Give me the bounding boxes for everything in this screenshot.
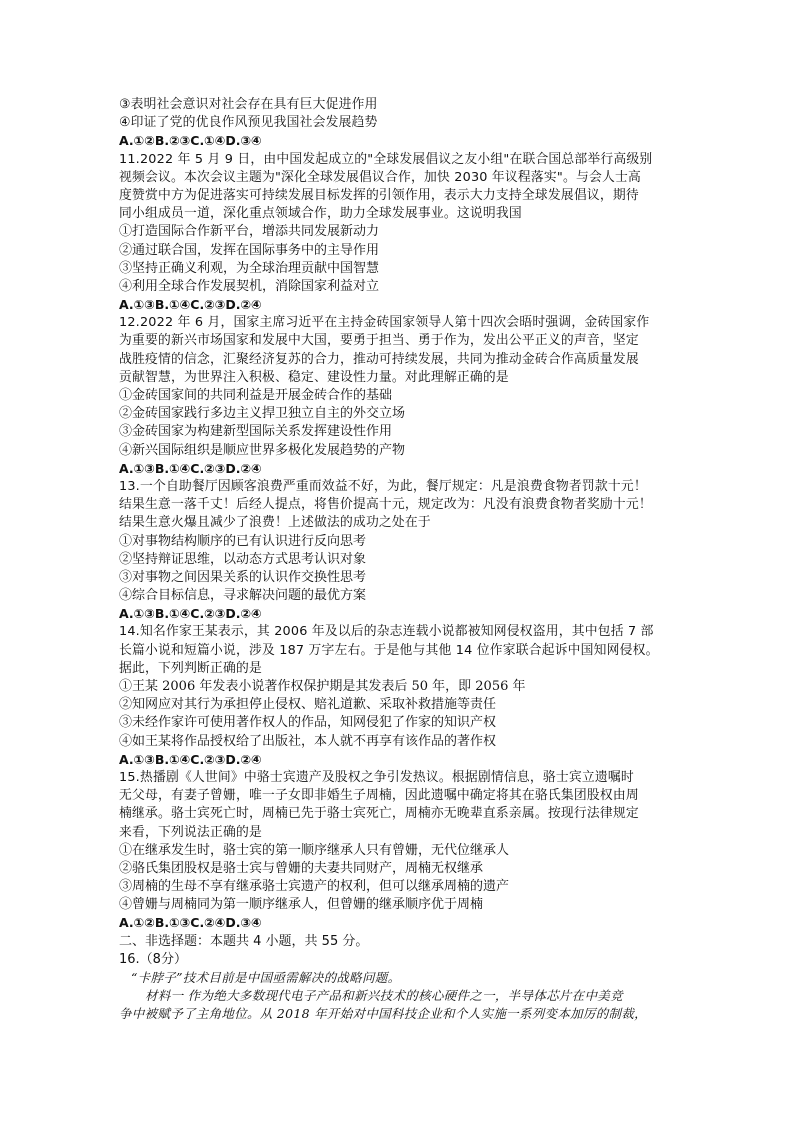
q13-stem-line: 结果生意一落千丈！后经人提点，将售价提高十元，规定改为：凡没有浪费食物者奖励十元！ — [119, 497, 652, 513]
q15-stem — [119, 769, 679, 842]
q14-answer-choices: A.①③B.①④C.②③D.②④ — [119, 751, 262, 767]
q15-stem-line: 来看，下列说法正确的是 — [119, 824, 262, 840]
q14-stem-line: 14.知名作家王某表示，其 2006 年及以后的杂志连载小说都被知网侵权盗用，其中包括 7 部 — [119, 624, 654, 640]
q13-option-3: ③对事物之间因果关系的认识作交换性思考 — [119, 569, 367, 585]
q11-stem-line: 度赞赏中方为促进落实可持续发展目标发挥的引领作用，表示大力支持全球发展倡议，期待 — [119, 187, 639, 203]
q15-stem-line: 15.热播剧《人世间》中骆士宾遗产及股权之争引发热议。根据剧情信息，骆士宾立遗嘱时 — [119, 769, 634, 785]
q14-stem-line: 长篇小说和短篇小说，涉及 187 万字左右。于是他与其他 14 位作家联合起诉中国知网侵权。 — [119, 642, 659, 658]
q11-option-2: ②通过联合国，发挥在国际事务中的主导作用 — [119, 242, 380, 258]
q14-stem — [119, 623, 679, 678]
q14-stem-line: 据此，下列判断正确的是 — [119, 660, 262, 676]
q15-option-4: ④曾姗与周楠同为第一顺序继承人，但曾姗的继承顺序优于周楠 — [119, 897, 484, 913]
q13-stem — [119, 478, 679, 533]
q14-option-1: ①王某 2006 年发表小说著作权保护期是其发表后 50 年，即 2056 年 — [119, 679, 526, 694]
q12-stem-line: 贡献智慧，为世界注入积极、稳定、建设性力量。对此理解正确的是 — [119, 369, 509, 385]
q11-stem — [119, 151, 679, 224]
q12-option-1: ①金砖国家间的共同利益是开展金砖合作的基础 — [119, 388, 393, 403]
q11-option-1: ①打造国际合作新平台，增添共同发展新动力 — [119, 224, 380, 240]
q15-option-1: ①在继承发生时，骆士宾的第一顺序继承人只有曾姗，无代位继承人 — [119, 842, 510, 858]
q12-answer-choices: A.①③B.①④C.②③D.②④ — [119, 460, 262, 476]
q11-stem-line: 11.2022 年 5 月 9 日，由中国发起成立的"全球发展倡议之友小组"在联合国总部举行高级别 — [119, 151, 653, 167]
q10-option-4: ④印证了党的优良作风预见我国社会发展趋势 — [119, 115, 378, 131]
q15-option-3: ③周楠的生母不享有继承骆士宾遗产的权利，但可以继承周楠的遗产 — [119, 879, 510, 895]
q13-stem-line: 结果生意火爆且减少了浪费！上述做法的成功之处在于 — [119, 515, 431, 531]
q14-option-4: ④如王某将作品授权给了出版社，本人就不再享有该作品的著作权 — [119, 733, 497, 749]
q13-option-4: ④综合目标信息，寻求解决问题的最优方案 — [119, 588, 367, 604]
section-heading: 二、非选择题：本题共 4 小题，共 55 分。 — [119, 933, 369, 949]
q15-option-2: ②骆氏集团股权是骆士宾与曾姗的夫妻共同财产，周楠无权继承 — [119, 860, 484, 876]
q11-answer-choices: A.①③B.①④C.②③D.②④ — [119, 297, 262, 313]
q16-intro: “卡脖子”技术目前是中国亟需解决的战略问题。 — [131, 970, 401, 985]
q14-option-2: ②知网应对其行为承担停止侵权、赔礼道歉、采取补救措施等责任 — [119, 697, 497, 713]
q13-option-1: ①对事物结构顺序的已有认识进行反向思考 — [119, 533, 367, 549]
q12-stem — [119, 314, 679, 387]
q12-option-3: ③金砖国家为构建新型国际关系发挥建设性作用 — [119, 424, 393, 440]
q13-option-2: ②坚持辩证思维，以动态方式思考认识对象 — [119, 551, 367, 567]
q11-stem-line: 视频会议。本次会议主题为"深化全球发展倡议合作，加快 2030 年议程落实"。与会人士高 — [119, 169, 641, 185]
q14-option-3: ③未经作家许可使用著作权人的作品，知网侵犯了作家的知识产权 — [119, 715, 497, 731]
q10-answer-choices: A.①②B.②③C.①④D.③④ — [119, 133, 262, 149]
q12-option-2: ②金砖国家践行多边主义捍卫独立自主的外交立场 — [119, 406, 406, 422]
q12-stem-line: 为重要的新兴市场国家和发展中大国，要勇于担当、勇于作为，发出公平正义的声音，坚定 — [119, 333, 639, 349]
q11-option-3: ③坚持正确义利观，为全球治理贡献中国智慧 — [119, 260, 380, 276]
q11-option-4: ④利用全球合作发展契机，消除国家利益对立 — [119, 278, 380, 294]
q16-material-line: 争中被赋予了主角地位。从 2018 年开始对中国科技企业和个人实施一系列变本加厉的制裁， — [119, 1006, 647, 1022]
q15-stem-line: 无父母，有妻子曾姗，唯一子女即非婚生子周楠，因此遗嘱中确定将其在骆氏集团股权由周 — [119, 788, 639, 804]
q13-stem-line: 13.一个自助餐厅因顾客浪费严重而效益不好，为此，餐厅规定：凡是浪费食物者罚款十元！ — [119, 478, 647, 494]
q13-answer-choices: A.①③B.①④C.②③D.②④ — [119, 606, 262, 622]
q16-label: 16.（8分） — [119, 951, 187, 967]
q15-answer-choices: A.①②B.①③C.②④D.③④ — [119, 915, 262, 931]
q12-stem-line: 战胜疫情的信念，汇聚经济复苏的合力，推动可持续发展，共同为推动金砖合作高质量发展 — [119, 351, 639, 367]
q12-option-4: ④新兴国际组织是顺应世界多极化发展趋势的产物 — [119, 442, 406, 458]
q15-stem-line: 楠继承。骆士宾死亡时，周楠已先于骆士宾死亡，周楠亦无晚辈直系亲属。按现行法律规定 — [119, 806, 639, 822]
page-content — [119, 96, 679, 1024]
q12-stem-line: 12.2022 年 6 月，国家主席习近平在主持金砖国家领导人第十四次会晤时强调，金砖国家作 — [119, 315, 650, 331]
q16-material-line: 材料一 作为绝大多数现代电子产品和新兴技术的核心硬件之一，半导体芯片在中美竞 — [145, 988, 623, 1004]
q11-stem-line: 同小组成员一道，深化重点领域合作，助力全球发展事业。这说明我国 — [119, 206, 522, 222]
q10-option-3: ③表明社会意识对社会存在具有巨大促进作用 — [119, 97, 378, 112]
